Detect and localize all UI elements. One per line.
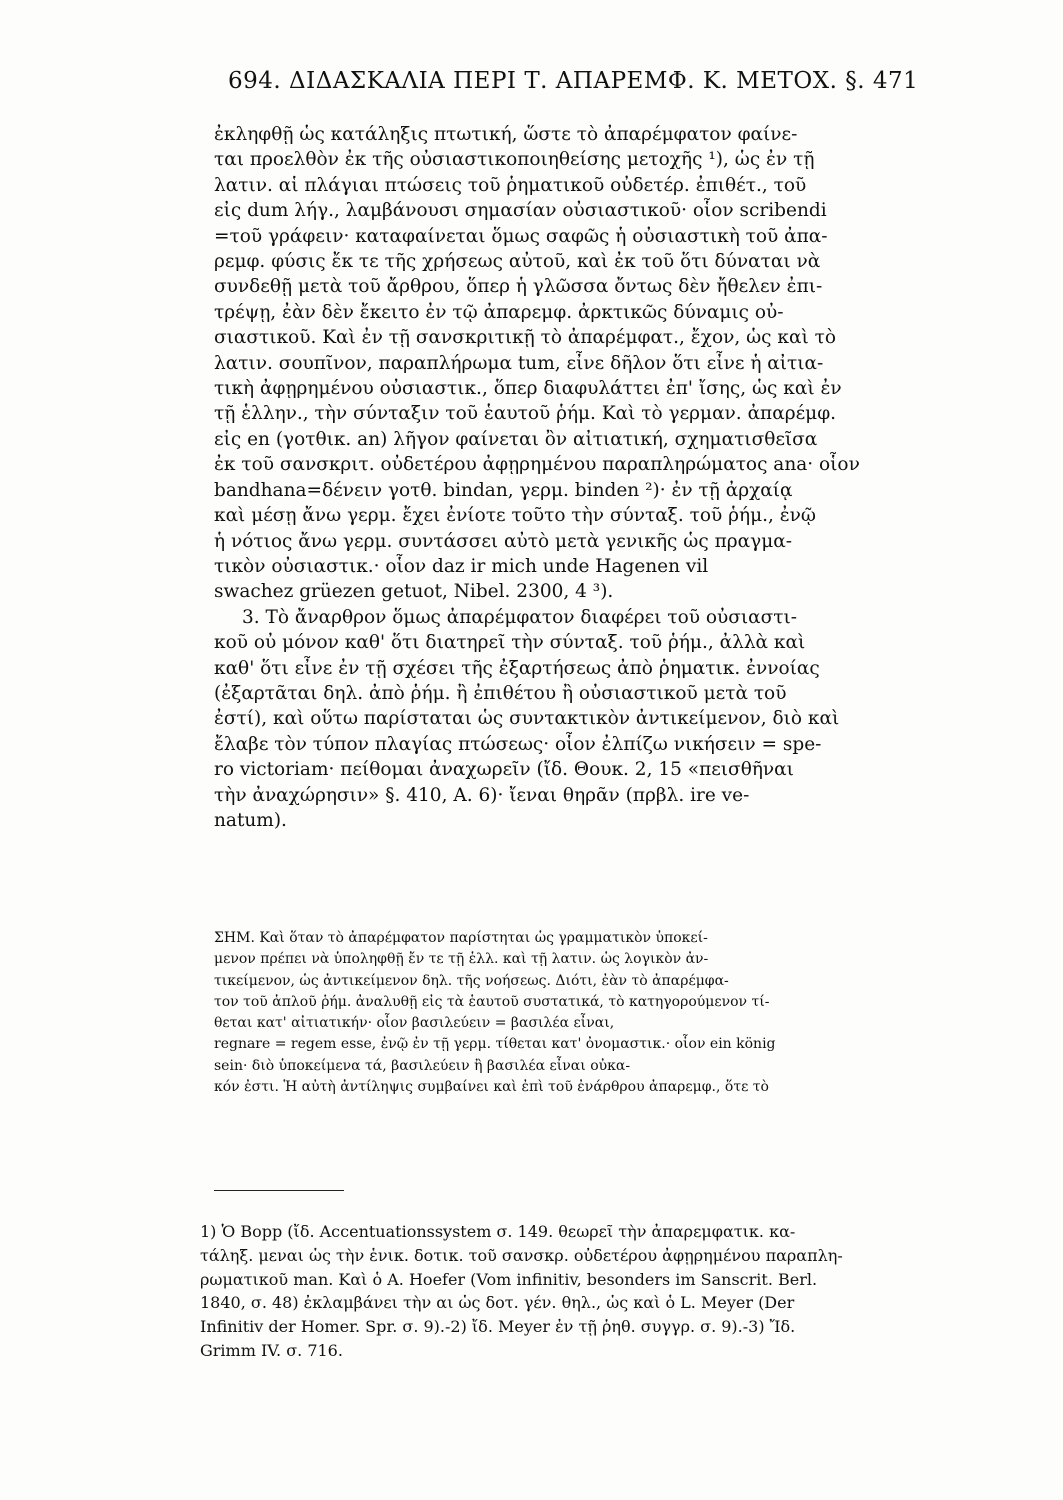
remark-line: κόν ἐστι. Ἡ αὐτὴ ἀντίληψις συμβαίνει καὶ ἐπὶ τοῦ ἐνάρθρου ἀπαρεμφ., ὅτε τὸ [214, 1079, 769, 1096]
text-line: σιαστικοῦ. Καὶ ἐν τῇ σανσκριτικῇ τὸ ἀπαρέμφατ., ἔχον, ὡς καὶ τὸ [214, 327, 836, 349]
main-text [214, 122, 884, 833]
text-line: ἐκ τοῦ σανσκριτ. οὐδετέρου ἀφῃρημένου παραπληρώματος ana· οἷον [214, 454, 860, 476]
remark-line: τικείμενον, ὡς ἀντικείμενον δηλ. τῆς νοήσεως. Διότι, ἐὰν τὸ ἀπαρέμφα- [214, 972, 729, 989]
text-line: κοῦ οὐ μόνον καθ' ὅτι διατηρεῖ τὴν σύνταξ. τοῦ ῥήμ., ἀλλὰ καὶ [214, 632, 806, 654]
remark-line: θεται κατ' αἰτιατικήν· οἷον βασιλεύειν = βασιλέα εἶναι, [214, 1015, 615, 1032]
footnotes [200, 1220, 890, 1363]
remark-block [214, 928, 884, 1098]
text-line: natum). [214, 809, 287, 831]
remark-line: μενον πρέπει νὰ ὑποληφθῇ ἔν τε τῇ ἑλλ. καὶ τῇ λατιν. ὡς λογικὸν ἀν- [214, 951, 709, 968]
footnote-separator [214, 1190, 344, 1191]
text-line: τῇ ἑλλην., τὴν σύνταξιν τοῦ ἑαυτοῦ ῥήμ. Καὶ τὸ γερμαν. ἀπαρέμφ. [214, 403, 837, 425]
remark-line: τον τοῦ ἁπλοῦ ῥήμ. ἀναλυθῇ εἰς τὰ ἑαυτοῦ συστατικά, τὸ κατηγορούμενον τί- [214, 993, 770, 1010]
footnote-line: τάληξ. μεναι ὡς τὴν ἑνικ. δοτικ. τοῦ σανσκρ. οὐδετέρου ἀφῃρημένου παραπλη- [200, 1245, 843, 1265]
text-line: bandhana=δένειν γοτθ. bindan, γερμ. binden ²)· ἐν τῇ ἀρχαίᾳ [214, 479, 793, 501]
text-line: τικὸν οὐσιαστικ.· οἷον daz ir mich unde Hagenen vil [214, 555, 709, 577]
text-line: ρεμφ. φύσις ἔκ τε τῆς χρήσεως αὐτοῦ, καὶ ἐκ τοῦ ὅτι δύναται νὰ [214, 251, 821, 273]
text-line: swachez grüezen getuot, Nibel. 2300, 4 ³). [214, 581, 614, 603]
footnote-line: 1840, σ. 48) ἐκλαμβάνει τὴν αι ὡς δοτ. γέν. θηλ., ὡς καὶ ὁ L. Meyer (Der [200, 1293, 795, 1313]
footnote-line: Grimm IV. σ. 716. [200, 1340, 343, 1360]
running-head: 694. ΔΙΔΑΣΚΑΛΙΑ ΠΕΡΙ Τ. ΑΠΑΡΕΜΦ. Κ. ΜΕΤΟΧ. §. 471 [228, 68, 919, 94]
section-3-start: 3. Τὸ ἄναρθρον ὅμως ἀπαρέμφατον διαφέρει τοῦ οὐσιαστι- [242, 606, 797, 628]
remark-line: regnare = regem esse, ἐνῷ ἐν τῇ γερμ. τίθεται κατ' ὀνομαστικ.· οἷον ein könig [214, 1036, 776, 1053]
remark-line: ΣΗΜ. Καὶ ὅταν τὸ ἀπαρέμφατον παρίστηται ὡς γραμματικὸν ὑποκεί- [214, 930, 708, 946]
text-line: ro victoriam· πείθομαι ἀναχωρεῖν (ἴδ. Θουκ. 2, 15 «πεισθῆναι [214, 759, 794, 781]
text-line: τρέψῃ, ἐὰν δὲν ἔκειτο ἐν τῷ ἀπαρεμφ. ἀρκτικῶς δύναμις οὐ- [214, 301, 784, 323]
remark-line: sein· διὸ ὑποκείμενα τά, βασιλεύειν ἢ βασιλέα εἶναι οὐκα- [214, 1057, 631, 1074]
text-line: ἡ νότιος ἄνω γερμ. συντάσσει αὐτὸ μετὰ γενικῆς ὡς πραγμα- [214, 530, 792, 552]
text-line: εἰς dum λήγ., λαμβάνουσι σημασίαν οὐσιαστικοῦ· οἷον scribendi [214, 200, 827, 222]
footnote-line: ρωματικοῦ man. Καὶ ὁ A. Hoefer (Vom infinitiv, besonders im Sanscrit. Berl. [200, 1269, 818, 1289]
footnote-line: 1) Ὁ Bopp (ἴδ. Accentuationssystem σ. 149. θεωρεῖ τὴν ἀπαρεμφατικ. κα- [200, 1222, 796, 1241]
text-line: (ἐξαρτᾶται δηλ. ἀπὸ ῥήμ. ἢ ἐπιθέτου ἢ οὐσιαστικοῦ μετὰ τοῦ [214, 682, 787, 704]
text-line: ἐκληφθῇ ὡς κατάληξις πτωτική, ὥστε τὸ ἀπαρέμφατον φαίνε- [214, 124, 798, 145]
text-line: λατιν. αἱ πλάγιαι πτώσεις τοῦ ῥηματικοῦ οὐδετέρ. ἐπιθέτ., τοῦ [214, 174, 807, 196]
text-line: ἐστί), καὶ οὕτω παρίσταται ὡς συντακτικὸν ἀντικείμενον, διὸ καὶ [214, 708, 840, 730]
text-line: συνδεθῇ μετὰ τοῦ ἄρθρου, ὅπερ ἡ γλῶσσα ὄντως δὲν ἤθελεν ἐπι- [214, 276, 823, 298]
text-line: ἔλαβε τὸν τύπον πλαγίας πτώσεως· οἷον ἐλπίζω νικήσειν = spe- [214, 733, 822, 755]
text-line: τικὴ ἀφῃρημένου οὐσιαστικ., ὅπερ διαφυλάττει ἐπ' ἴσης, ὡς καὶ ἐν [214, 378, 842, 400]
text-line: εἰς en (γοτθικ. an) λῆγον φαίνεται ὂν αἰτιατική, σχηματισθεῖσα [214, 428, 818, 450]
text-line: καὶ μέσῃ ἄνω γερμ. ἔχει ἐνίοτε τοῦτο τὴν σύνταξ. τοῦ ῥήμ., ἐνῷ [214, 505, 817, 527]
footnote-line: Infinitiv der Homer. Spr. σ. 9).-2) ἴδ. Meyer ἐν τῇ ῥηθ. συγγρ. σ. 9).-3) Ἴδ. [200, 1317, 796, 1337]
text-line: ται προελθὸν ἐκ τῆς οὐσιαστικοποιηθείσης μετοχῆς ¹), ὡς ἐν τῇ [214, 149, 815, 171]
text-line: λατιν. σουπῖνον, παραπλήρωμα tum, εἶνε δῆλον ὅτι εἶνε ἡ αἰτια- [214, 352, 824, 374]
text-line: καθ' ὅτι εἶνε ἐν τῇ σχέσει τῆς ἐξαρτήσεως ἀπὸ ῥηματικ. ἐννοίας [214, 657, 820, 679]
text-line: =τοῦ γράφειν· καταφαίνεται ὅμως σαφῶς ἡ οὐσιαστικὴ τοῦ ἀπα- [214, 225, 828, 247]
text-line: τὴν ἀναχώρησιν» §. 410, Α. 6)· ἴεναι θηρᾶν (πρβλ. ire ve- [214, 784, 750, 806]
